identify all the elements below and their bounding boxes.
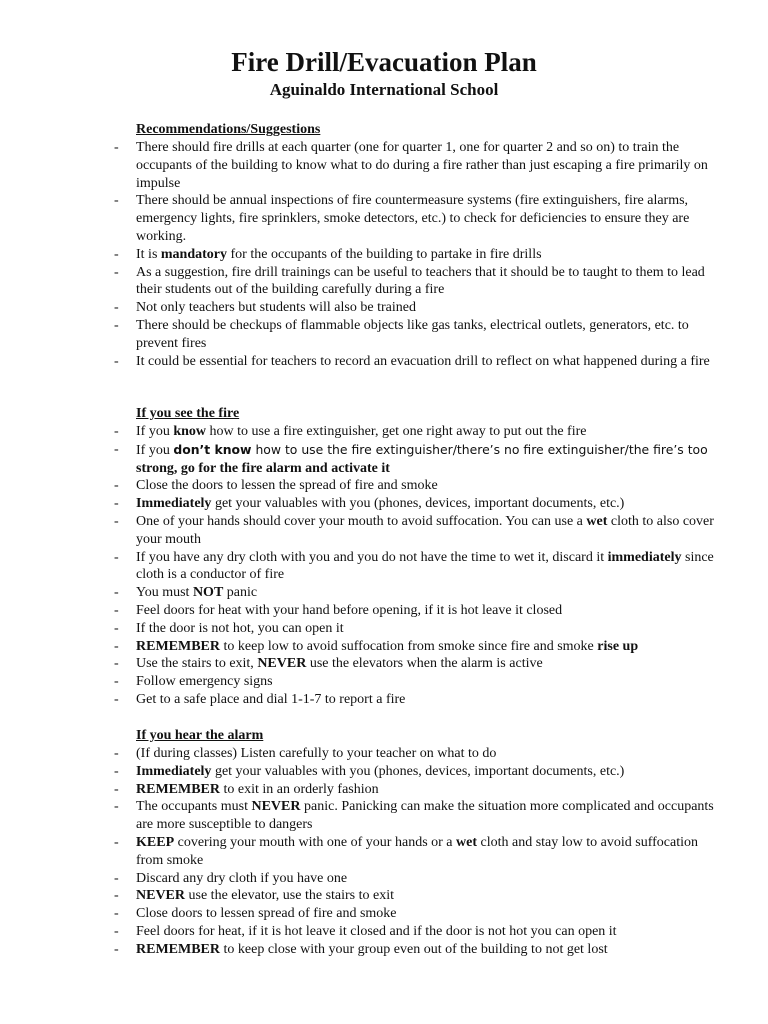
list-item	[136, 781, 726, 799]
list-item	[136, 317, 726, 353]
list-item	[136, 923, 726, 941]
list-item	[136, 139, 726, 192]
hear-alarm-section	[0, 727, 768, 959]
list-item	[136, 513, 726, 549]
list-item	[136, 673, 726, 691]
see-fire-heading: If you see the fire	[136, 406, 240, 421]
item-text: panic	[223, 585, 258, 601]
item-text: cloth and stay low to avoid suffocation from smoke	[136, 834, 698, 868]
item-text: Feel doors for heat with your hand before opening, if it is hot leave it closed	[136, 602, 563, 618]
hear-alarm-list	[0, 745, 768, 959]
list-item	[136, 655, 726, 673]
item-text: since cloth is a conductor of fire	[136, 549, 714, 583]
emphasis-text: mandatory	[160, 246, 228, 262]
list-item	[136, 763, 726, 781]
emphasis-text: Immediately	[136, 496, 212, 512]
list-item	[136, 441, 726, 478]
recommendations-section	[0, 121, 768, 370]
item-text: get your valuables with you (phones, devices, important documents, etc.)	[211, 763, 625, 779]
item-text: Not only teachers but students will also be trained	[136, 300, 416, 316]
item-text: It could be essential for teachers to record an evacuation drill to reflect on what happened during a fire	[136, 353, 710, 369]
item-text: Feel doors for heat, if it is hot leave it closed and if the door is not hot you can open it	[136, 923, 617, 939]
emphasis-text: NEVER	[136, 888, 186, 904]
item-text: how to use a fire extinguisher, get one right away to put out the fire	[206, 424, 587, 439]
item-text: If the door is not hot, you can open it	[136, 620, 344, 636]
item-text: get your valuables with you (phones, devices, important documents, etc.)	[211, 496, 625, 512]
emphasis-text: REMEMBER	[136, 941, 220, 957]
item-text: There should fire drills at each quarter (one for quarter 1, one for quarter 2 and so on) to train the occupants of the building to know what to do during a fire rather than just escaping a fire primarily on impulse	[136, 140, 708, 191]
emphasis-text: know	[173, 424, 207, 439]
item-text: Get to a safe place and dial 1-1-7 to report a fire	[136, 691, 406, 707]
emphasis-text: wet	[456, 834, 478, 850]
item-text: It is	[136, 246, 161, 262]
emphasis-text: NOT	[192, 585, 224, 601]
item-text: covering your mouth with one of your hands or a	[174, 834, 457, 850]
emphasis-text: NEVER	[251, 799, 301, 815]
list-item	[136, 834, 726, 870]
item-text: There should be annual inspections of fire countermeasure systems (fire extinguishers, fire alarms, emergency lights, fire sprinklers, smoke detectors, etc.) to check for deficiencies to ensure they are working.	[136, 193, 690, 244]
see-fire-section	[0, 405, 768, 709]
item-text: panic. Panicking can make the situation more complicated and occupants are more susceptible to dangers	[136, 799, 714, 833]
emphasis-text: REMEMBER	[136, 781, 220, 797]
item-text: There should be checkups of flammable objects like gas tanks, electrical outlets, generators, etc. to prevent fires	[136, 317, 689, 351]
list-item	[136, 620, 726, 638]
item-text: You must	[136, 585, 193, 601]
item-text: to keep low to avoid suffocation from smoke since fire and smoke	[220, 638, 598, 654]
recommendations-list	[0, 139, 768, 370]
item-text: If you	[136, 424, 174, 439]
item-text: Discard any dry cloth if you have one	[136, 870, 348, 886]
list-item	[136, 887, 726, 905]
item-text: One of your hands should cover your mouth to avoid suffocation. You can use a	[136, 513, 587, 529]
list-item	[136, 549, 726, 585]
list-item	[136, 602, 726, 620]
emphasis-text: don’t know	[173, 441, 252, 457]
item-text: how to use the fire extinguisher/there’s no fire extinguisher/the fire’s too	[251, 441, 708, 457]
item-text: use the elevators when the alarm is active	[306, 656, 543, 672]
item-text: cloth to also cover your mouth	[136, 513, 714, 547]
item-text: If you have any dry cloth with you and you do not have the time to wet it, discard it	[136, 549, 608, 565]
item-text: Close doors to lessen spread of fire and smoke	[136, 906, 397, 922]
item-text: use the elevator, use the stairs to exit	[185, 888, 395, 904]
item-text: Use the stairs to exit,	[136, 656, 258, 672]
emphasis-text: REMEMBER	[136, 638, 220, 654]
list-item	[136, 495, 726, 513]
item-text: for the occupants of the building to partake in fire drills	[227, 246, 542, 262]
list-item	[136, 299, 726, 317]
list-item	[136, 745, 726, 763]
item-text: Follow emergency signs	[136, 674, 273, 690]
list-item	[136, 870, 726, 888]
item-text: The occupants must	[136, 799, 252, 815]
document-title: Fire Drill/Evacuation Plan	[231, 47, 537, 77]
item-text: to keep close with your group even out of the building to not get lost	[220, 941, 608, 957]
item-text: (If during classes) Listen carefully to your teacher on what to do	[136, 746, 497, 761]
list-item	[136, 264, 726, 300]
emphasis-text: wet	[586, 513, 608, 529]
emphasis-text: KEEP	[136, 834, 175, 850]
school-name: Aguinaldo International School	[269, 80, 499, 99]
item-text: to exit in an orderly fashion	[220, 781, 379, 797]
list-item	[136, 798, 726, 834]
emphasis-text: NEVER	[257, 656, 307, 672]
item-text: Close the doors to lessen the spread of fire and smoke	[136, 478, 438, 494]
item-text: As a suggestion, fire drill trainings can be useful to teachers that it should be to taught to them to lead their students out of the building carefully during a fire	[136, 264, 705, 298]
list-item	[136, 477, 726, 495]
item-text: If you	[136, 442, 174, 458]
list-item	[136, 246, 726, 264]
list-item	[136, 905, 726, 923]
emphasis-text: strong, go for the fire alarm and activate it	[136, 460, 390, 476]
see-fire-list	[0, 423, 768, 709]
recommendations-heading: Recommendations/Suggestions	[136, 122, 321, 137]
emphasis-text: rise up	[597, 638, 639, 654]
emphasis-text: immediately	[607, 549, 682, 565]
list-item	[136, 353, 726, 371]
list-item	[136, 691, 726, 709]
list-item	[136, 941, 726, 959]
list-item	[136, 638, 726, 656]
list-item	[136, 423, 726, 441]
emphasis-text: Immediately	[136, 763, 212, 779]
hear-alarm-heading: If you hear the alarm	[136, 728, 264, 743]
list-item	[136, 584, 726, 602]
list-item	[136, 192, 726, 245]
